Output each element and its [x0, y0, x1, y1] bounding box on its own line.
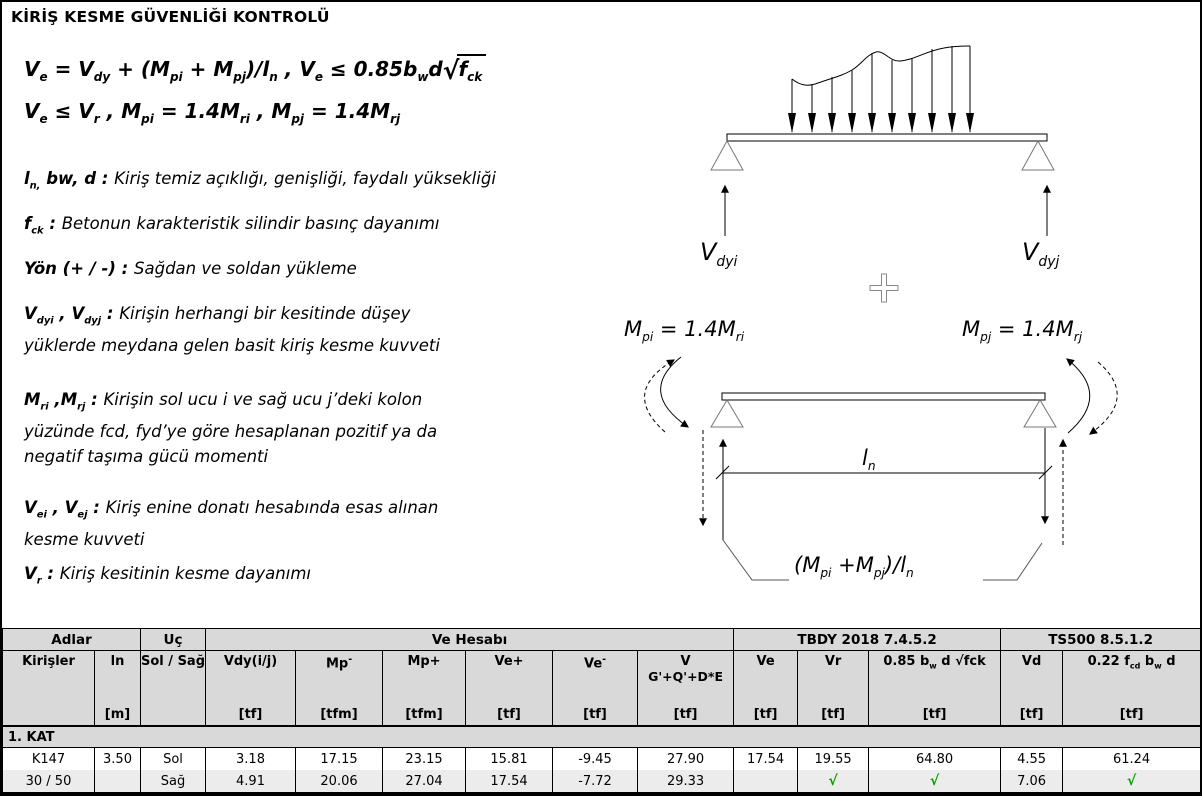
col-header-mp-pos: Mp+ [tfm] — [383, 651, 466, 727]
cell-ve — [734, 770, 798, 794]
col-header-085bwd: 0.85 $b_w$ d √fck [tf] — [869, 651, 1001, 727]
cell-022fcd: 61.24 — [1063, 748, 1201, 771]
section-label: 1. KAT — [3, 726, 1201, 748]
col-header-sol-sag: Sol / Sağ — [141, 651, 206, 727]
col-header-ve-neg: Ve- [tf] — [553, 651, 638, 727]
label-mpj-equation: $M_{pj} = 1.4M_{rj}$ — [962, 317, 1083, 345]
col-header-ve: Ve [tf] — [734, 651, 798, 727]
cell-end: Sağ — [141, 770, 206, 794]
definition-text: Kiriş enine donatı hesabında esas alınan kesme kuvveti — [24, 498, 439, 550]
support-triangle-right — [1022, 141, 1054, 170]
moment-arc-left-dashed — [645, 360, 674, 432]
cell-ln — [95, 770, 141, 794]
moment-arc-right-solid — [1067, 359, 1090, 433]
col-header-vr: Vr [tf] — [798, 651, 869, 727]
col-header-kirisler: Kirişler — [3, 651, 95, 727]
pass-check-vr: √ — [798, 770, 869, 794]
moment-arc-right-dashed — [1090, 362, 1117, 434]
definition-vr — [24, 561, 609, 593]
cell-beam-size: 30 / 50 — [3, 770, 95, 794]
support-triangle-left — [711, 141, 743, 170]
cell-mp-neg: 20.06 — [296, 770, 383, 794]
load-arrows — [792, 46, 970, 132]
col-group-ts500: TS500 8.5.1.2 — [1001, 629, 1201, 651]
label-shear-expression: $(M_{pi} +M_{pj})/l_n$ — [794, 553, 914, 581]
cell-mp-pos: 23.15 — [383, 748, 466, 771]
cell-ve-neg: -9.45 — [553, 748, 638, 771]
cell-ve-pos: 17.54 — [466, 770, 553, 794]
label-ln: $l_n$ — [862, 446, 876, 474]
moment-arc-left-solid — [661, 357, 688, 427]
cell-v-combo: 27.90 — [638, 748, 734, 771]
definition-ln-bw-d — [24, 166, 609, 198]
shear-formula-line-2: $V_e \le V_r$ , $M_{pi} = 1.4M_{ri}$ , $M_{pj} = 1.4M_{rj}$ — [24, 99, 401, 126]
label-mpi-equation: $M_{pi} = 1.4M_{ri}$ — [624, 317, 745, 345]
label-vdyj: $V_{dyj}$ — [1022, 238, 1060, 270]
definition-mri-mrj — [24, 387, 482, 469]
col-group-ve-hesabi: Ve Hesabı — [206, 629, 734, 651]
table-column-header-row — [3, 651, 1201, 727]
page-title: KİRİŞ KESME GÜVENLİĞİ KONTROLÜ — [11, 8, 330, 26]
distributed-load-curve — [792, 46, 970, 85]
definition-text: Kirişin sol ucu i ve sağ ucu j’deki kolon yüzünde fcd, fyd’ye göre hesaplanan pozitif ya da negatif taşıma gücü momenti — [24, 390, 438, 467]
col-header-v-combo: V G'+Q'+D*E [tf] — [638, 651, 734, 727]
support-triangle-left — [711, 400, 743, 427]
sqrt-inner: $f_{ck}$ — [458, 57, 483, 84]
col-group-uc: Uç — [141, 629, 206, 651]
cell-vd: 4.55 — [1001, 748, 1063, 771]
cell-mp-neg: 17.15 — [296, 748, 383, 771]
definition-term: $V_{dyi}$ , $V_{dyj}$ : — [24, 304, 120, 327]
col-header-vd: Vd [tf] — [1001, 651, 1063, 727]
sqrt-expression — [457, 54, 486, 84]
definition-vdyi-vdyj — [24, 301, 476, 358]
col-header-022fcd: 0.22 $f_{cd}$ $b_w$ d [tf] — [1063, 651, 1201, 727]
table-section-row — [3, 726, 1201, 748]
definition-term: $V_r$ : — [24, 564, 60, 587]
plus-crosshair — [870, 274, 898, 302]
cell-end: Sol — [141, 748, 206, 771]
definition-text: Kirişin herhangi bir kesitinde düşey yüklerde meydana gelen basit kiriş kesme kuvveti — [24, 304, 440, 356]
label-vdyi: $V_{dyi}$ — [700, 238, 738, 270]
col-header-mp-neg: Mp- [tfm] — [296, 651, 383, 727]
pass-check-022fcd: √ — [1063, 770, 1201, 794]
shear-formula-line-1 — [24, 54, 486, 85]
definition-fck — [24, 211, 609, 243]
shear-check-table — [2, 628, 1200, 795]
table-row-sag — [3, 770, 1201, 794]
definition-term: $V_{ei}$ , $V_{ej}$ : — [24, 498, 106, 521]
definition-term: $l_{n,}$ bw, d : — [24, 169, 115, 192]
cell-vr: 19.55 — [798, 748, 869, 771]
beam — [727, 134, 1047, 141]
simple-beam-load-diagram — [711, 46, 1054, 302]
col-group-adlar: Adlar — [3, 629, 141, 651]
moment-diagram — [645, 357, 1118, 580]
definition-term: Yön (+ / -) : — [24, 259, 135, 278]
definition-term: $f_{ck}$ : — [24, 214, 62, 237]
cell-beam-name: K147 — [3, 748, 95, 771]
beam — [722, 393, 1045, 400]
cell-085bwd: 64.80 — [869, 748, 1001, 771]
cell-vdy: 4.91 — [206, 770, 296, 794]
cell-ve-pos: 15.81 — [466, 748, 553, 771]
cell-mp-pos: 27.04 — [383, 770, 466, 794]
cell-v-combo: 29.33 — [638, 770, 734, 794]
definition-text: Sağdan ve soldan yükleme — [134, 259, 357, 278]
cell-vdy: 3.18 — [206, 748, 296, 771]
cell-ln: 3.50 — [95, 748, 141, 771]
table-group-header-row — [3, 629, 1201, 651]
cell-vd: 7.06 — [1001, 770, 1063, 794]
cell-ve: 17.54 — [734, 748, 798, 771]
formula-expression: $V_e = V_{dy} + (M_{pi} + M_{pj})/l_n$ , $V_e \le 0.85b_wd$ — [24, 57, 443, 84]
support-triangle-right — [1024, 400, 1056, 427]
leader-right — [983, 543, 1042, 580]
definition-text: Betonun karakteristik silindir basınç dayanımı — [61, 214, 440, 233]
pass-check-085bwd: √ — [869, 770, 1001, 794]
col-header-ln: ln [m] — [95, 651, 141, 727]
definition-text: Kiriş temiz açıklığı, genişliği, faydalı yüksekliği — [114, 169, 496, 188]
leader-left — [723, 540, 789, 580]
radical-sign: √ — [442, 56, 460, 85]
col-group-tbdy: TBDY 2018 7.4.5.2 — [734, 629, 1001, 651]
definition-vei-vej — [24, 495, 496, 552]
definition-term: $M_{ri}$ $,M_{rj}$ : — [24, 390, 104, 413]
col-header-vdy: Vdy(i/j) [tf] — [206, 651, 296, 727]
col-header-ve-pos: Ve+ [tf] — [466, 651, 553, 727]
definition-text: Kiriş kesitinin kesme dayanımı — [59, 564, 311, 583]
table-row-sol — [3, 748, 1201, 771]
cell-ve-neg: -7.72 — [553, 770, 638, 794]
definition-yon — [24, 256, 609, 281]
